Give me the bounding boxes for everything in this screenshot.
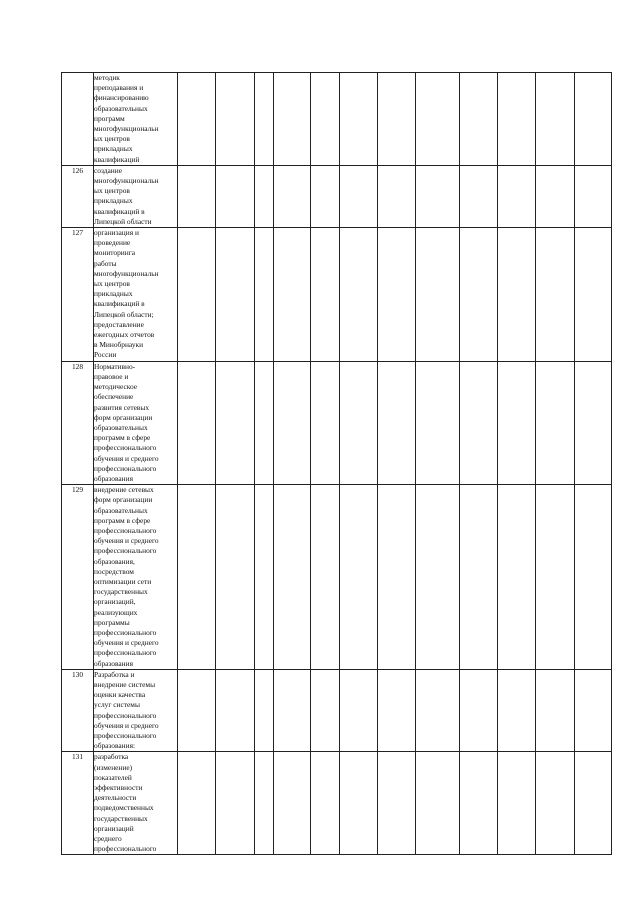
empty-cell xyxy=(460,752,498,855)
empty-cell xyxy=(460,361,498,484)
empty-cell xyxy=(416,361,460,484)
row-text-content: методик преподавания и финансированию образовательных программ многофункциональн ых центров прикладных квалификаций xyxy=(94,73,159,164)
empty-cell xyxy=(311,485,340,670)
empty-cell xyxy=(178,752,216,855)
empty-cell xyxy=(460,669,498,752)
empty-cell xyxy=(340,485,378,670)
empty-cell xyxy=(416,73,460,166)
empty-cell xyxy=(536,752,575,855)
empty-cell xyxy=(575,485,612,670)
empty-cell xyxy=(378,669,416,752)
empty-cell xyxy=(416,485,460,670)
row-number: 130 xyxy=(62,669,94,752)
empty-cell xyxy=(216,165,255,227)
empty-cell xyxy=(498,73,536,166)
row-number: 129 xyxy=(62,485,94,670)
empty-cell xyxy=(311,361,340,484)
empty-cell xyxy=(216,228,255,362)
empty-cell xyxy=(311,165,340,227)
table-row xyxy=(62,228,612,362)
empty-cell xyxy=(416,669,460,752)
empty-cell xyxy=(536,361,575,484)
empty-cell xyxy=(498,228,536,362)
table-row xyxy=(62,73,612,166)
row-text-content: Нормативно- правовое и методическое обеспечение развития сетевых форм организации образовательных программ в сфере профессионального обучения и среднего профессионального образования xyxy=(94,361,159,483)
empty-cell xyxy=(274,485,311,670)
empty-cell xyxy=(178,73,216,166)
empty-cell xyxy=(536,485,575,670)
empty-cell xyxy=(378,361,416,484)
empty-cell xyxy=(255,669,274,752)
empty-cell xyxy=(340,669,378,752)
empty-cell xyxy=(216,73,255,166)
empty-cell xyxy=(178,228,216,362)
empty-cell xyxy=(178,165,216,227)
empty-cell xyxy=(575,361,612,484)
empty-cell xyxy=(255,361,274,484)
empty-cell xyxy=(536,228,575,362)
row-text xyxy=(94,73,178,166)
empty-cell xyxy=(378,752,416,855)
empty-cell xyxy=(460,165,498,227)
row-text-content: организация и проведение мониторинга работы многофункциональн ых центров прикладных квалификаций в Липецкой области; предоставление ежегодных отчетов в Минобрнауки России xyxy=(94,228,159,360)
empty-cell xyxy=(536,73,575,166)
empty-cell xyxy=(274,752,311,855)
empty-cell xyxy=(274,361,311,484)
empty-cell xyxy=(498,485,536,670)
table-row xyxy=(62,165,612,227)
empty-cell xyxy=(340,73,378,166)
empty-cell xyxy=(575,73,612,166)
row-number: 131 xyxy=(62,752,94,855)
row-text xyxy=(94,228,178,362)
empty-cell xyxy=(416,228,460,362)
empty-cell xyxy=(416,752,460,855)
empty-cell xyxy=(311,228,340,362)
empty-cell xyxy=(498,165,536,227)
empty-cell xyxy=(378,228,416,362)
empty-cell xyxy=(536,669,575,752)
empty-cell xyxy=(216,361,255,484)
empty-cell xyxy=(536,165,575,227)
row-text xyxy=(94,361,178,484)
empty-cell xyxy=(460,485,498,670)
empty-cell xyxy=(340,752,378,855)
row-number: 126 xyxy=(62,165,94,227)
empty-cell xyxy=(340,228,378,362)
data-table xyxy=(61,72,612,855)
row-text xyxy=(94,485,178,670)
table-row xyxy=(62,669,612,752)
empty-cell xyxy=(378,165,416,227)
empty-cell xyxy=(178,485,216,670)
table-row xyxy=(62,752,612,855)
row-number: 128 xyxy=(62,361,94,484)
empty-cell xyxy=(255,228,274,362)
empty-cell xyxy=(255,73,274,166)
empty-cell xyxy=(216,752,255,855)
empty-cell xyxy=(216,669,255,752)
empty-cell xyxy=(311,73,340,166)
row-text-content: внедрение сетевых форм организации образовательных программ в сфере профессионального обучения и среднего профессионального образования, посредством оптимизации сети государственных организаций, реализующих программы профессионального обучения и среднего профессионального образования xyxy=(94,485,159,668)
empty-cell xyxy=(378,73,416,166)
empty-cell xyxy=(498,361,536,484)
empty-cell xyxy=(416,165,460,227)
row-text xyxy=(94,165,178,227)
empty-cell xyxy=(378,485,416,670)
table-row xyxy=(62,361,612,484)
row-text xyxy=(94,752,178,855)
empty-cell xyxy=(575,165,612,227)
empty-cell xyxy=(575,228,612,362)
empty-cell xyxy=(340,361,378,484)
empty-cell xyxy=(274,669,311,752)
empty-cell xyxy=(178,669,216,752)
empty-cell xyxy=(460,73,498,166)
row-text-content: создание многофункциональн ых центров прикладных квалификаций в Липецкой области xyxy=(94,165,159,226)
empty-cell xyxy=(255,485,274,670)
empty-cell xyxy=(311,669,340,752)
empty-cell xyxy=(255,165,274,227)
empty-cell xyxy=(575,669,612,752)
empty-cell xyxy=(274,228,311,362)
row-text-content: Разработка и внедрение системы оценки качества услуг системы профессионального обучения и среднего профессионального образования: xyxy=(94,669,159,751)
row-text xyxy=(94,669,178,752)
empty-cell xyxy=(340,165,378,227)
empty-cell xyxy=(274,165,311,227)
empty-cell xyxy=(498,669,536,752)
empty-cell xyxy=(460,228,498,362)
empty-cell xyxy=(178,361,216,484)
empty-cell xyxy=(498,752,536,855)
empty-cell xyxy=(575,752,612,855)
empty-cell xyxy=(216,485,255,670)
row-number: 127 xyxy=(62,228,94,362)
empty-cell xyxy=(255,752,274,855)
empty-cell xyxy=(274,73,311,166)
row-text-content: разработка (изменение) показателей эффективности деятельности подведомственных государственных организаций среднего профессионального xyxy=(94,752,157,854)
empty-cell xyxy=(311,752,340,855)
row-number xyxy=(62,73,94,166)
table-row xyxy=(62,485,612,670)
